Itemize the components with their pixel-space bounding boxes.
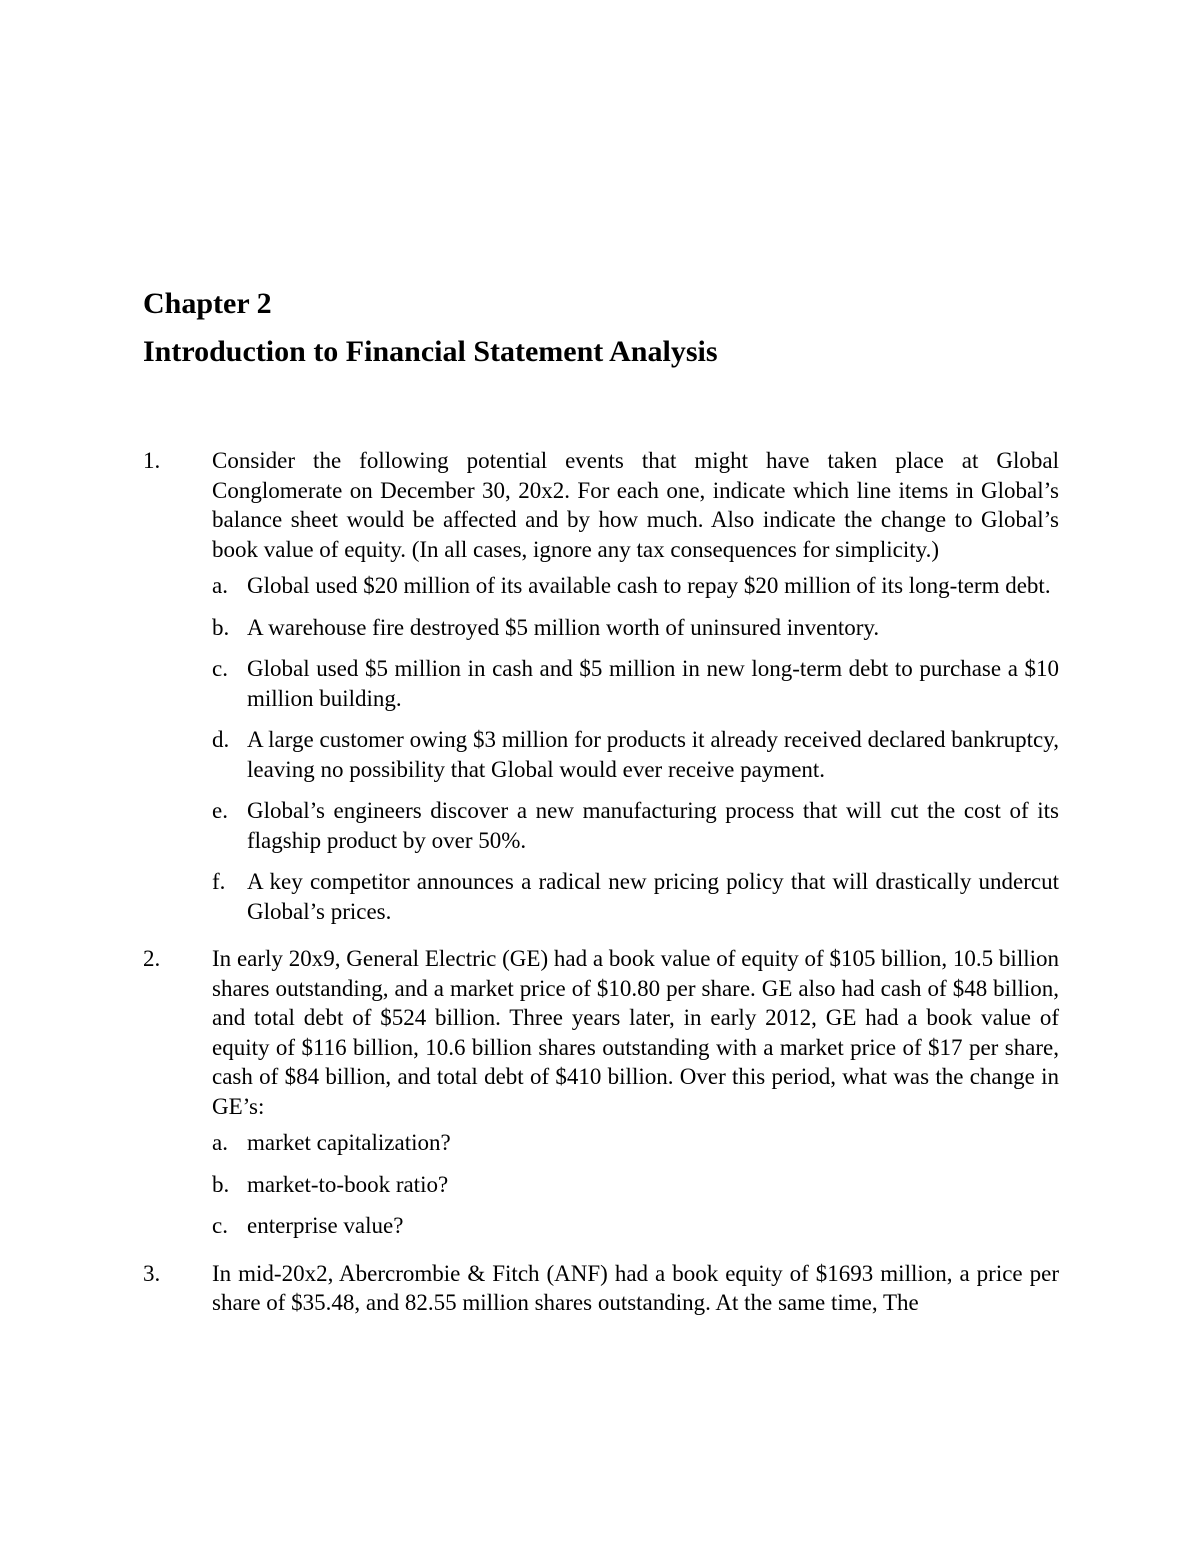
part-text: enterprise value? [247,1213,404,1238]
part-text: Global’s engineers discover a new manufacturing process that will cut the cost of its flagship product by over 50%. [247,798,1059,853]
question-part [212,613,1059,643]
question-part [212,654,1059,713]
part-text: A large customer owing $3 million for products it already received declared bankruptcy, leaving no possibility that Global would ever receive payment. [247,727,1059,782]
part-text: A warehouse fire destroyed $5 million worth of uninsured inventory. [247,614,880,640]
question-1 [143,446,1059,926]
part-text: A key competitor announces a radical new pricing policy that will drastically undercut Global’s prices. [247,869,1059,924]
part-letter: e. [212,798,228,823]
question-text: In mid-20x2, Abercrombie & Fitch (ANF) had a book equity of $1693 million, a price per share of $35.48, and 82.55 million shares outstanding. At the same time, The [212,1260,1059,1315]
part-letter: c. [212,656,228,681]
question-number: 2. [143,946,161,971]
question-parts [212,571,1059,926]
question-part [212,571,1059,601]
question-part [212,725,1059,784]
part-letter: d. [212,727,230,752]
chapter-number: Chapter 2 [143,287,272,320]
part-letter: a. [212,573,228,598]
question-part [212,1211,1059,1241]
question-part [212,796,1059,855]
question-part [212,1170,1059,1200]
part-text: market-to-book ratio? [247,1171,449,1197]
question-list [143,446,1059,1318]
question-text: Consider the following potential events that might have taken place at Global Conglomerate on December 30, 20x2. For each one, indicate which line items in Global’s balance sheet would be affected and by how much. Also indicate the change to Global’s book value of equity. (In all cases, ignore any tax consequences for simplicity.) [212,448,1059,562]
question-text: In early 20x9, General Electric (GE) had a book value of equity of $105 billion, 10.5 billion shares outstanding, and a market price of $10.80 per share. GE also had cash of $48 billion, and total debt of $524 billion. Three years later, in early 2012, GE had a book value of equity of $116 billion, 10.6 billion shares outstanding with a market price of $17 per share, cash of $84 billion, and total debt of $410 billion. Over this period, what was the change in GE’s: [212,946,1059,1119]
part-letter: a. [212,1130,228,1155]
part-letter: c. [212,1213,228,1238]
part-letter: b. [212,1171,230,1197]
part-letter: f. [212,869,226,894]
question-2 [143,944,1059,1241]
document-page [143,280,1059,1336]
part-text: Global used $5 million in cash and $5 million in new long-term debt to purchase a $10 million building. [247,656,1059,711]
question-number: 3. [143,1260,161,1286]
part-text: Global used $20 million of its available cash to repay $20 million of its long-term debt. [247,573,1051,598]
question-part [212,1128,1059,1158]
question-number: 1. [143,448,161,473]
part-text: market capitalization? [247,1130,451,1155]
question-part [212,867,1059,926]
part-letter: b. [212,614,230,640]
question-3 [143,1259,1059,1318]
chapter-title: Introduction to Financial Statement Analysis [143,335,718,368]
question-parts [212,1128,1059,1241]
